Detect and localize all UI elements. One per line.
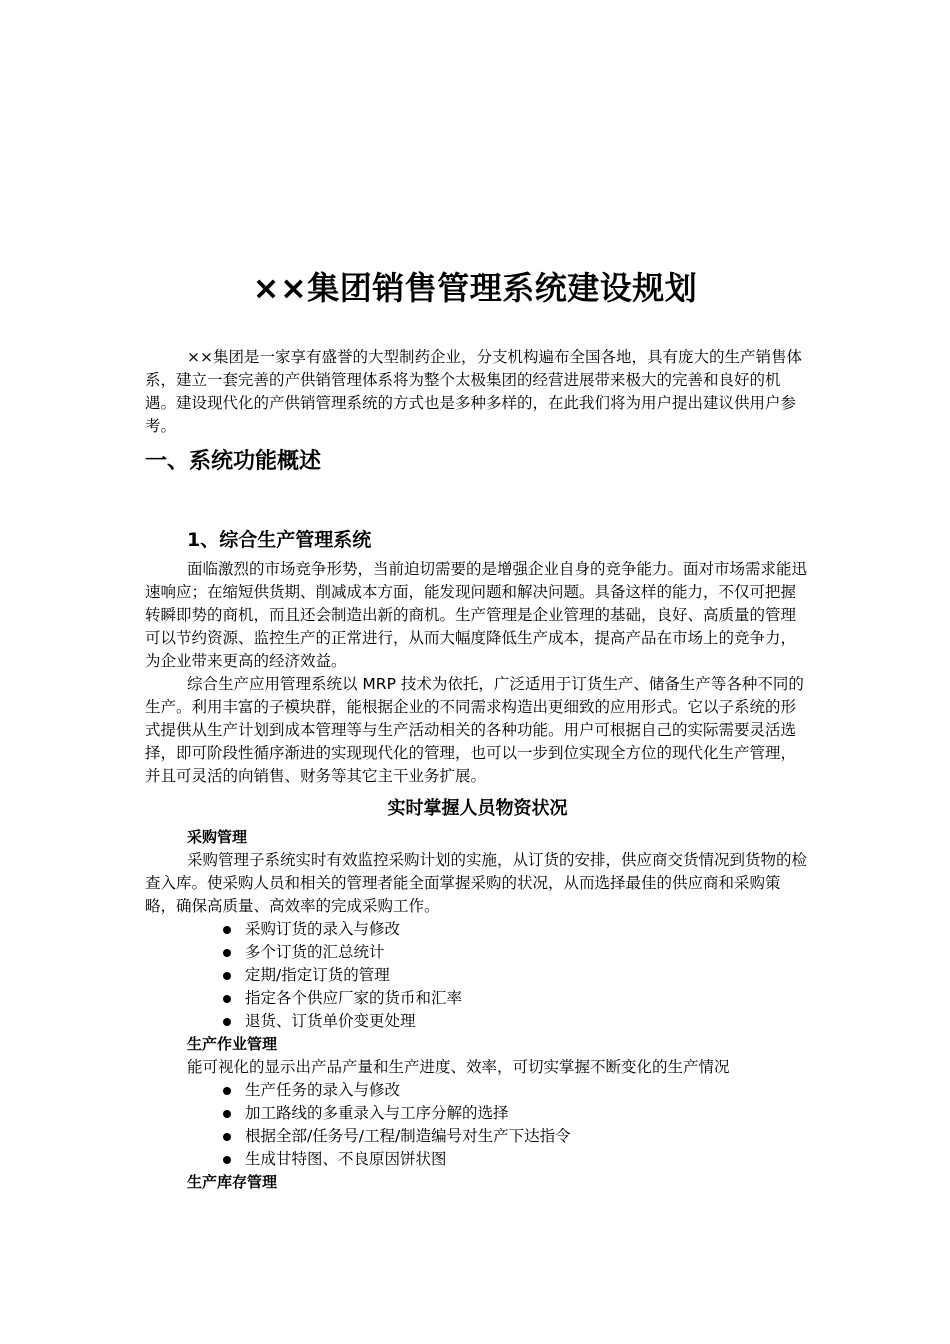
list-item-text: 根据全部/任务号/工程/制造编号对生产下达指令 (245, 1127, 571, 1145)
list-item-text: 生产任务的录入与修改 (245, 1081, 401, 1099)
bullet-icon (223, 1110, 231, 1118)
bullet-icon (223, 949, 231, 957)
purchase-description: 采购管理子系统实时有效监控采购计划的实施，从订货的安排，供应商交货情况到货物的检查入库。使采购人员和相关的管理者能全面掌握采购的状况，从而选择最佳的供应商和采购策略，确保高质量、高效率的完成采购工作。 (145, 851, 808, 915)
bullet-icon (223, 1018, 231, 1026)
list-item (223, 1079, 810, 1102)
list-item (223, 964, 810, 987)
list-item (223, 1010, 810, 1033)
bullet-icon (223, 972, 231, 980)
list-item (223, 1102, 810, 1125)
list-item-text: 退货、订货单价变更处理 (245, 1012, 416, 1030)
center-heading: 实时掌握人员物资状况 (387, 798, 568, 819)
bullet-icon (223, 1133, 231, 1141)
section-heading: 一、系统功能概述 (145, 449, 322, 474)
bullet-icon (223, 995, 231, 1003)
document-body (145, 346, 810, 1194)
document-title: ××集团销售管理系统建设规划 (252, 269, 698, 307)
list-item (223, 941, 810, 964)
subsection-heading: 1、综合生产管理系统 (187, 529, 372, 551)
list-item-text: 指定各个供应厂家的货币和汇率 (245, 989, 463, 1007)
list-item (223, 1148, 810, 1171)
purchase-list (145, 918, 810, 1033)
intro-paragraph: ××集团是一家享有盛誉的大型制药企业，分支机构遍布全国各地，具有庞大的生产销售体系，建立一套完善的产供销管理体系将为整个太极集团的经营进展带来极大的完善和良好的机遇。建设现代化的产供销管理系统的方式也是多种多样的，在此我们将为用户提出建议供用户参考。 (145, 348, 802, 435)
bullet-icon (223, 1087, 231, 1095)
bullet-icon (223, 1156, 231, 1164)
list-item-text: 多个订货的汇总统计 (245, 943, 385, 961)
list-item (223, 1125, 810, 1148)
inventory-heading: 生产库存管理 (187, 1173, 278, 1191)
bullet-icon (223, 926, 231, 934)
list-item (223, 918, 810, 941)
list-item-text: 加工路线的多重录入与工序分解的选择 (245, 1104, 509, 1122)
production-list (145, 1079, 810, 1171)
list-item (223, 987, 810, 1010)
list-item-text: 定期/指定订货的管理 (245, 966, 390, 984)
body-paragraph: 面临激烈的市场竞争形势，当前迫切需要的是增强企业自身的竞争能力。面对市场需求能迅速响应；在缩短供货期、削减成本方面，能发现问题和解决问题。具备这样的能力，不仅可把握转瞬即势的商机，而且还会制造出新的商机。生产管理是企业管理的基础，良好、高质量的管理可以节约资源、监控生产的正常进行，从而大幅度降低生产成本，提高产品在市场上的竞争力，为企业带来更高的经济效益。 (145, 560, 808, 670)
list-item-text: 采购订货的录入与修改 (245, 920, 401, 938)
purchase-heading: 采购管理 (187, 828, 248, 846)
list-item-text: 生成甘特图、不良原因饼状图 (245, 1150, 447, 1168)
production-heading: 生产作业管理 (187, 1035, 278, 1053)
production-description: 能可视化的显示出产品产量和生产进度、效率，可切实掌握不断变化的生产情况 (187, 1058, 730, 1076)
body-paragraph: 综合生产应用管理系统以 MRP 技术为依托，广泛适用于订货生产、储备生产等各种不同的生产。利用丰富的子模块群，能根据企业的不同需求构造出更细致的应用形式。它以子系统的形式提供从生产计划到成本管理等与生产活动相关的各种功能。用户可根据自己的实际需要灵活选择，即可阶段性循序渐进的实现现代化的管理，也可以一步到位实现全方位的现代化生产管理，并且可灵活的向销售、财务等其它主干业务扩展。 (145, 675, 804, 785)
